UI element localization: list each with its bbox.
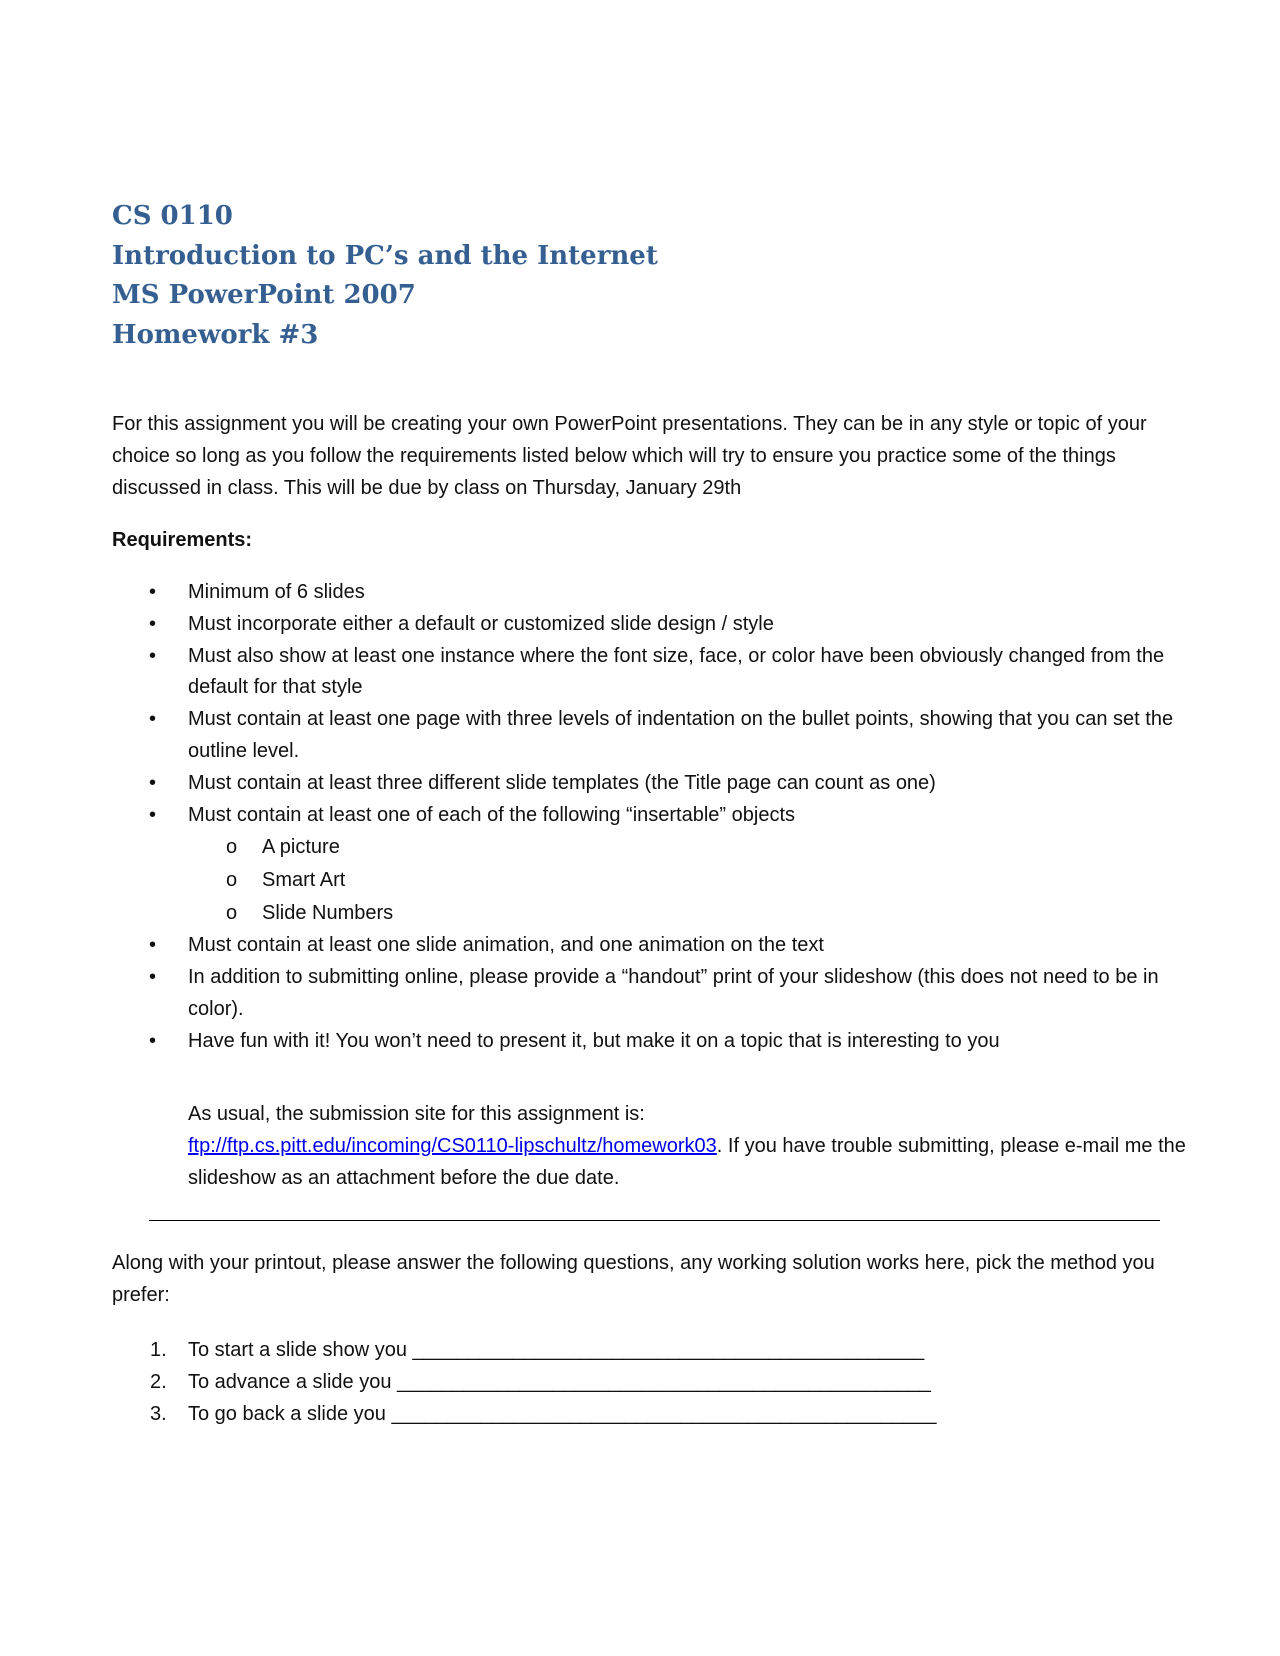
bullet-icon: • bbox=[149, 966, 157, 989]
list-item bbox=[0, 768, 1280, 800]
requirement-text: Must incorporate either a default or customized slide design / style bbox=[188, 612, 774, 635]
question-text: To advance a slide you ________________________________________________ bbox=[188, 1370, 931, 1393]
requirement-text: Must also show at least one instance where the font size, face, or color have been obviously changed from the default for that style bbox=[188, 644, 1165, 699]
requirements-list bbox=[0, 577, 1280, 1058]
questions-intro: Along with your printout, please answer the following questions, any working solution works here, pick the method you prefer: bbox=[112, 1252, 1155, 1306]
questions-list bbox=[0, 1335, 1280, 1430]
horizontal-divider bbox=[149, 1220, 1160, 1221]
question-item bbox=[0, 1367, 1280, 1399]
submission-intro: As usual, the submission site for this assignment is: bbox=[188, 1103, 645, 1125]
bullet-icon: • bbox=[149, 708, 157, 731]
requirements-label: Requirements: bbox=[112, 529, 253, 551]
requirement-text: Have fun with it! You won’t need to present it, but make it on a topic that is interesting to you bbox=[188, 1029, 1000, 1052]
list-item bbox=[0, 609, 1280, 641]
list-item bbox=[0, 800, 1280, 931]
bullet-icon: • bbox=[149, 612, 157, 635]
requirement-text: Must contain at least three different slide templates (the Title page can count as one) bbox=[188, 771, 936, 794]
requirement-text: Must contain at least one of each of the following “insertable” objects bbox=[188, 803, 796, 826]
sub-bullet-icon: o bbox=[226, 836, 238, 859]
question-number: 2. bbox=[150, 1370, 167, 1393]
list-item bbox=[0, 1026, 1280, 1058]
sub-bullet-icon: o bbox=[226, 902, 238, 925]
sub-bullet-icon: o bbox=[226, 869, 238, 892]
intro-paragraph: For this assignment you will be creating your own PowerPoint presentations. They can be in any style or topic of your choice so long as you follow the requirements listed below which will try to ensure you practice some of the things discussed in class. This will be due by class on Thursday, January 29th bbox=[112, 413, 1147, 499]
requirement-text: Minimum of 6 slides bbox=[188, 581, 365, 603]
submission-note: . If you have trouble submitting, please e-mail me the slideshow as an attachment before the due date. bbox=[188, 1134, 1186, 1189]
requirement-text: In addition to submitting online, please provide a “handout” print of your slideshow (this does not need to be in color). bbox=[188, 966, 1159, 1020]
list-item bbox=[0, 704, 1280, 768]
bullet-icon: • bbox=[149, 803, 157, 826]
question-text: To start a slide show you ______________________________________________ bbox=[188, 1339, 925, 1361]
list-item bbox=[0, 962, 1280, 1026]
question-item bbox=[0, 1335, 1280, 1367]
sub-list-item bbox=[188, 864, 1185, 897]
sub-item-text: Slide Numbers bbox=[262, 902, 394, 925]
assignment-title: Homework #3 bbox=[112, 319, 319, 350]
document-heading bbox=[112, 197, 658, 355]
list-item bbox=[0, 930, 1280, 962]
question-number: 3. bbox=[150, 1402, 167, 1425]
bullet-icon: • bbox=[149, 1029, 157, 1052]
topic-title: MS PowerPoint 2007 bbox=[112, 280, 416, 310]
bullet-icon: • bbox=[149, 644, 157, 667]
question-text: To go back a slide you _________________________________________________ bbox=[188, 1402, 937, 1425]
bullet-icon: • bbox=[149, 771, 157, 794]
bullet-icon: • bbox=[149, 934, 157, 957]
question-number: 1. bbox=[150, 1339, 167, 1361]
course-title: Introduction to PC’s and the Internet bbox=[112, 240, 658, 271]
requirement-text: Must contain at least one page with three levels of indentation on the bullet points, showing that you can set the outline level. bbox=[188, 708, 1174, 762]
submission-paragraph bbox=[188, 1099, 1188, 1194]
requirement-text: Must contain at least one slide animation, and one animation on the text bbox=[188, 934, 824, 957]
question-item bbox=[0, 1399, 1280, 1431]
sub-item-text: A picture bbox=[262, 836, 340, 859]
sub-item-text: Smart Art bbox=[262, 869, 346, 892]
submission-link[interactable]: ftp://ftp.cs.pitt.edu/incoming/CS0110-lipschultz/homework03 bbox=[188, 1134, 717, 1157]
sub-list-item bbox=[188, 897, 1185, 930]
list-item bbox=[0, 577, 1280, 609]
list-item bbox=[0, 641, 1280, 705]
bullet-icon: • bbox=[149, 581, 157, 603]
sub-list-item bbox=[188, 831, 1185, 864]
course-code: CS 0110 bbox=[112, 201, 233, 231]
insertable-objects-list bbox=[188, 831, 1185, 930]
